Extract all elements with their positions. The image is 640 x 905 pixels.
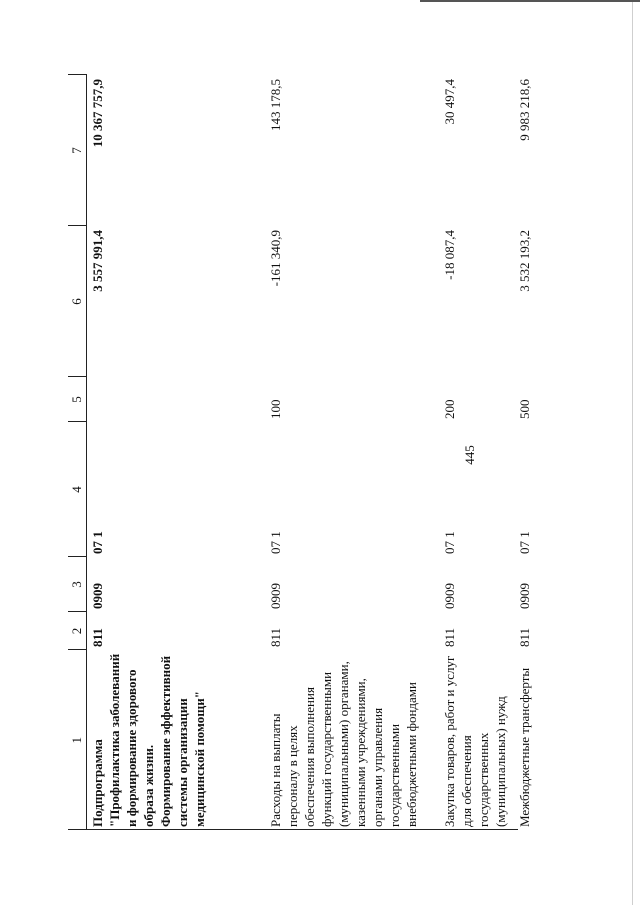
row-type: 200 [442, 399, 457, 419]
row-section: 0909 [268, 583, 283, 609]
header-row [68, 75, 87, 830]
row-amendment: 3 557 991,4 [90, 230, 105, 292]
row-total: 9 983 218,6 [517, 79, 532, 141]
row-type: 500 [517, 399, 532, 419]
header-col-1: 1 [68, 650, 87, 830]
row-name: Расходы на выплаты персоналу в целях обеспечения выполнения функций государственными (муниципальными) органами, казенными учреждениями, органами управления государственными внебюджетными фондами [268, 661, 419, 827]
row-total: 143 178,5 [268, 79, 283, 131]
row-name: Подпрограмма "Профилактика заболеваний и формирование здорового образа жизни. Формирование эффективной системы организации медицинской помощи" [90, 653, 207, 827]
table-row [439, 75, 514, 830]
header-col-7: 7 [68, 75, 87, 226]
header-col-2: 2 [68, 612, 87, 650]
row-ministry: 811 [90, 628, 105, 647]
row-total: 10 367 757,9 [90, 79, 105, 148]
header-col-4: 4 [68, 422, 87, 557]
row-section: 0909 [90, 583, 105, 609]
row-amendment: 3 532 193,2 [517, 230, 532, 292]
scan-mark [420, 0, 640, 2]
header-col-3: 3 [68, 557, 87, 612]
row-amendment: -18 087,4 [442, 230, 457, 280]
table-row [87, 75, 266, 830]
row-amendment: -161 340,9 [268, 230, 283, 287]
row-total: 30 497,4 [442, 79, 457, 125]
table-row [265, 75, 439, 830]
row-type: 100 [268, 399, 283, 419]
budget-table [68, 75, 538, 831]
row-name: Межбюджетные трансферты [517, 667, 532, 827]
row-section: 0909 [442, 583, 457, 609]
row-type [87, 377, 266, 422]
row-ministry: 811 [442, 627, 457, 647]
row-target: 07 1 [517, 531, 532, 554]
table-row [514, 75, 538, 830]
row-section: 0909 [517, 583, 532, 609]
row-ministry: 811 [517, 627, 532, 647]
header-col-5: 5 [68, 377, 87, 422]
rotated-page [68, 75, 532, 830]
scan-edge [632, 0, 633, 905]
row-target: 07 1 [90, 531, 105, 554]
row-ministry: 811 [268, 627, 283, 647]
table-left-rule [68, 829, 518, 830]
row-target: 07 1 [442, 531, 457, 554]
header-col-6: 6 [68, 226, 87, 377]
page-number: 445 [462, 445, 477, 465]
row-target: 07 1 [268, 531, 283, 554]
row-name: Закупка товаров, работ и услуг для обеспечения государственных (муниципальных) нужд [442, 655, 508, 827]
